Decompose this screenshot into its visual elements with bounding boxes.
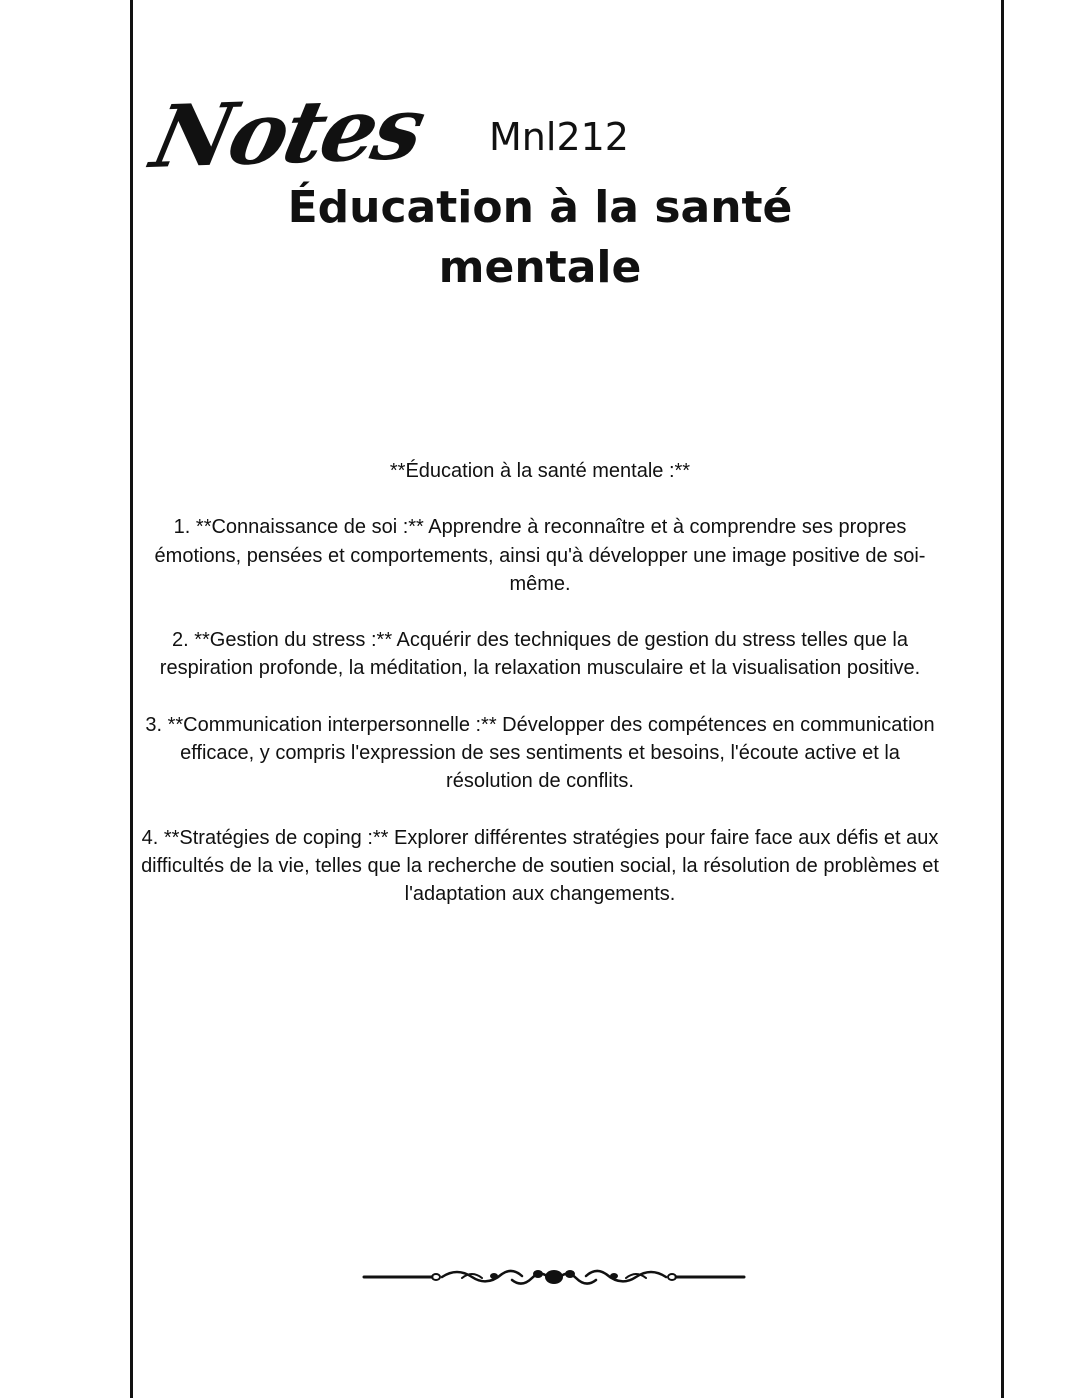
flourish-divider-icon xyxy=(362,1262,746,1292)
page-title-line-1: Éducation à la santé xyxy=(287,182,793,233)
notes-heading: **Éducation à la santé mentale :** xyxy=(389,460,691,482)
course-code: Mnl212 xyxy=(489,115,629,159)
page-title-line-2: mentale xyxy=(438,242,642,293)
list-item: 4. **Stratégies de coping :** Explorer différentes stratégies pour faire face aux défis et aux difficultés de la vie, telles que la recherche de soutien social, la résolution de problèmes et l'adaptation aux changements. xyxy=(141,826,939,905)
notes-body xyxy=(140,457,940,936)
list-item: 3. **Communication interpersonnelle :** Développer des compétences en communication efficace, y compris l'expression de ses sentiments et besoins, l'écoute active et la résolution de conflits. xyxy=(145,713,935,793)
list-item: 2. **Gestion du stress :** Acquérir des techniques de gestion du stress telles que la respiration profonde, la méditation, la relaxation musculaire et la visualisation positive. xyxy=(159,629,921,680)
page-title xyxy=(0,178,1080,298)
list-item: 1. **Connaissance de soi :** Apprendre à reconnaître et à comprendre ses propres émotions, pensées et comportements, ainsi qu'à développer une image positive de soi-même. xyxy=(154,516,926,595)
notes-script-title: Notes xyxy=(143,77,432,188)
